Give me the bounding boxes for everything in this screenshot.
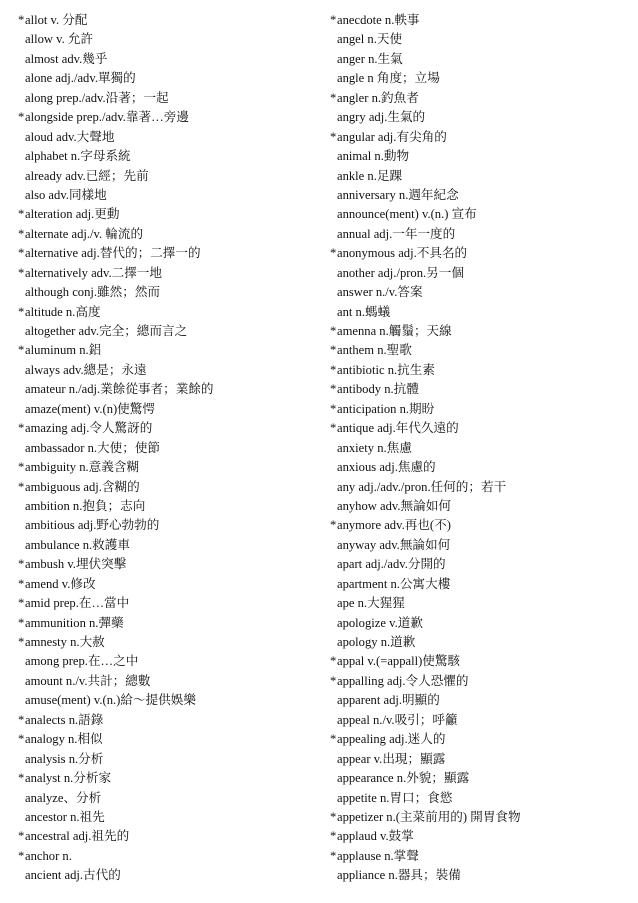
asterisk-marker: * — [330, 324, 337, 338]
vocab-entry — [18, 11, 318, 30]
vocab-entry-text: alternate adj./v. 輪流的 — [25, 226, 144, 241]
vocab-entry-text: along prep./adv.沿著；一起 — [25, 90, 169, 105]
asterisk-marker: * — [18, 460, 25, 475]
vocab-entry — [18, 439, 318, 458]
asterisk-marker: * — [330, 732, 337, 747]
vocab-entry — [330, 652, 630, 671]
vocab-entry-text: amateur n./adj.業餘從事者；業餘的 — [25, 382, 214, 397]
vocab-entry — [18, 497, 318, 516]
vocab-entry — [18, 750, 318, 769]
vocab-entry — [330, 11, 630, 30]
vocab-entry-text: analogy n.相似 — [25, 732, 103, 747]
vocab-entry — [330, 594, 630, 613]
vocab-entry — [330, 322, 630, 341]
vocab-entry — [18, 361, 318, 380]
vocab-entry — [18, 555, 318, 574]
vocab-entry-text: anxious adj.焦慮的 — [337, 460, 436, 475]
vocab-entry — [18, 866, 318, 885]
vocab-entry-text: appear v.出現；顯露 — [337, 751, 446, 766]
vocab-entry — [18, 244, 318, 263]
vocab-entry — [18, 205, 318, 224]
vocab-entry — [18, 400, 318, 419]
vocab-entry — [330, 128, 630, 147]
vocab-entry — [18, 69, 318, 88]
vocab-entry — [18, 672, 318, 691]
vocab-entry — [330, 89, 630, 108]
asterisk-marker: * — [18, 848, 25, 863]
vocab-entry — [330, 711, 630, 730]
vocab-entry — [18, 108, 318, 127]
asterisk-marker: * — [18, 110, 25, 125]
vocab-entry-text: among prep.在…之中 — [25, 654, 139, 669]
vocab-entry — [330, 205, 630, 224]
vocab-entry — [18, 89, 318, 108]
asterisk-marker: * — [330, 362, 337, 377]
vocab-entry — [330, 633, 630, 652]
vocab-entry-text: anecdote n.軼事 — [337, 13, 420, 27]
vocab-entry-text: amid prep.在…當中 — [25, 596, 130, 611]
vocab-entry — [330, 691, 630, 710]
asterisk-marker: * — [18, 576, 25, 591]
vocab-entry — [18, 808, 318, 827]
vocab-entry — [18, 341, 318, 360]
vocab-entry — [330, 69, 630, 88]
vocab-entry — [330, 769, 630, 788]
vocab-entry — [18, 827, 318, 846]
vocab-entry — [18, 50, 318, 69]
vocab-entry-text: anxiety n.焦慮 — [337, 440, 412, 455]
vocab-entry — [330, 303, 630, 322]
vocab-entry-text: alternatively adv.二擇一地 — [25, 265, 162, 280]
asterisk-marker: * — [330, 421, 337, 436]
vocab-entry — [18, 516, 318, 535]
vocab-entry — [18, 264, 318, 283]
vocab-entry-text: anchor n. — [25, 848, 72, 863]
vocab-entry-text: amend v.修改 — [25, 576, 96, 591]
vocab-entry-text: anymore adv.再也(不) — [337, 518, 451, 533]
vocab-entry-text: ancient adj.古代的 — [25, 868, 121, 883]
asterisk-marker: * — [330, 129, 337, 144]
vocab-entry — [330, 380, 630, 399]
vocab-entry-text: anthem n.聖歌 — [337, 343, 412, 358]
vocab-entry-text: amazing adj.令人驚訝的 — [25, 421, 153, 436]
asterisk-marker: * — [330, 382, 337, 397]
vocab-entry-text: amount n./v.共計；總數 — [25, 673, 151, 688]
vocab-entry-text: anyhow adv.無論如何 — [337, 498, 451, 513]
asterisk-marker: * — [330, 401, 337, 416]
vocab-entry-text: ankle n.足踝 — [337, 168, 403, 183]
vocab-entry-text: amaze(ment) v.(n)使驚愕 — [25, 401, 155, 416]
asterisk-marker: * — [18, 304, 25, 319]
vocab-entry-text: appetite n.胃口；食慾 — [337, 790, 453, 805]
vocab-entry — [18, 303, 318, 322]
vocab-entry-text: also adv.同樣地 — [25, 187, 107, 202]
asterisk-marker: * — [18, 226, 25, 241]
vocab-entry — [330, 361, 630, 380]
vocab-entry — [330, 167, 630, 186]
vocab-entry — [18, 30, 318, 49]
vocab-entry — [330, 497, 630, 516]
vocab-entry-text: appliance n.器具；裝備 — [337, 868, 461, 883]
vocab-entry-text: analects n.語錄 — [25, 712, 104, 727]
vocab-entry — [330, 147, 630, 166]
vocab-entry — [330, 225, 630, 244]
vocab-entry-text: ambition n.抱負；志向 — [25, 498, 146, 513]
vocab-entry — [330, 283, 630, 302]
asterisk-marker: * — [330, 246, 337, 261]
vocab-entry-text: animal n.動物 — [337, 149, 410, 164]
asterisk-marker: * — [18, 596, 25, 611]
vocab-entry-text: anniversary n.週年紀念 — [337, 187, 459, 202]
vocab-entry — [330, 789, 630, 808]
vocab-entry — [330, 866, 630, 885]
vocab-entry-text: alphabet n.字母系統 — [25, 149, 131, 164]
vocab-entry — [18, 652, 318, 671]
vocab-entry-text: angle n 角度；立場 — [337, 71, 440, 86]
asterisk-marker: * — [18, 712, 25, 727]
vocab-entry — [330, 536, 630, 555]
vocab-entry-text: appearance n.外貌；顯露 — [337, 771, 470, 786]
vocab-entry — [18, 147, 318, 166]
vocab-entry-text: anyway adv.無論如何 — [337, 537, 451, 552]
vocab-entry — [330, 400, 630, 419]
asterisk-marker: * — [18, 207, 25, 222]
vocab-entry-text: appetizer n.(主菜前用的) 開胃食物 — [337, 809, 521, 824]
vocab-entry — [330, 50, 630, 69]
vocab-entry-text: although conj.雖然；然而 — [25, 285, 161, 300]
asterisk-marker: * — [18, 246, 25, 261]
vocab-entry-text: appeal n./v.吸引；呼籲 — [337, 712, 458, 727]
vocab-entry-text: appalling adj.令人恐懼的 — [337, 673, 469, 688]
vocab-entry — [330, 575, 630, 594]
vocab-entry — [330, 672, 630, 691]
vocab-entry — [330, 555, 630, 574]
vocab-entry — [18, 575, 318, 594]
vocab-entry-text: antibiotic n.抗生素 — [337, 362, 435, 377]
vocab-entry-text: ape n.大猩猩 — [337, 596, 405, 611]
vocab-entry-text: amenna n.觸鬚；天線 — [337, 324, 452, 338]
vocab-entry — [18, 419, 318, 438]
vocab-entry — [330, 750, 630, 769]
vocab-entry-text: ammunition n.彈藥 — [25, 615, 124, 630]
vocab-entry-text: ambush v.埋伏突擊 — [25, 557, 127, 572]
asterisk-marker: * — [18, 635, 25, 649]
vocab-entry-text: alone adj./adv.單獨的 — [25, 71, 136, 86]
vocab-entry-text: analyze、分析 — [25, 790, 102, 805]
asterisk-marker: * — [18, 732, 25, 747]
vocab-entry-text: angular adj.有尖角的 — [337, 129, 447, 144]
vocab-entry — [330, 730, 630, 749]
vocab-entry — [330, 108, 630, 127]
vocab-entry-text: ambassador n.大使；使節 — [25, 440, 161, 455]
vocab-entry-text: ancestral adj.祖先的 — [25, 829, 130, 844]
vocab-entry-text: aluminum n.鋁 — [25, 343, 102, 358]
vocab-entry-text: alternative adj.替代的；二擇一的 — [25, 246, 201, 261]
asterisk-marker: * — [18, 829, 25, 844]
vocab-entry — [18, 847, 318, 866]
asterisk-marker: * — [18, 265, 25, 280]
vocab-entry — [330, 264, 630, 283]
vocab-entry-text: allot v. 分配 — [25, 13, 88, 27]
vocab-entry-text: ambiguity n.意義含糊 — [25, 460, 140, 475]
vocab-entry-text: almost adv.幾乎 — [25, 51, 108, 66]
vocab-entry-text: angry adj.生氣的 — [337, 110, 426, 125]
vocab-entry — [18, 789, 318, 808]
vocab-entry-text: amnesty n.大赦 — [25, 635, 105, 649]
asterisk-marker: * — [330, 343, 337, 358]
vocab-entry — [18, 380, 318, 399]
vocab-entry — [330, 30, 630, 49]
vocab-entry-text: antique adj.年代久遠的 — [337, 421, 459, 436]
vocab-entry — [18, 167, 318, 186]
vocab-entry-text: alongside prep./adv.靠著…旁邊 — [25, 110, 189, 125]
asterisk-marker: * — [330, 673, 337, 688]
vocab-entry-text: appealing adj.迷人的 — [337, 732, 446, 747]
vocab-entry — [330, 847, 630, 866]
vocab-entry — [18, 186, 318, 205]
vocab-entry-text: amuse(ment) v.(n.)給～提供娛樂 — [25, 693, 196, 708]
vocab-entry-text: angel n.天使 — [337, 32, 403, 47]
vocab-entry — [18, 283, 318, 302]
vocab-entry — [18, 478, 318, 497]
word-list-column-left — [18, 11, 318, 886]
vocab-entry-text: ambulance n.救護車 — [25, 537, 130, 552]
vocab-entry-text: apologize v.道歉 — [337, 615, 423, 630]
vocab-entry — [330, 478, 630, 497]
vocab-entry-text: appal v.(=appall)使驚駭 — [337, 654, 461, 669]
vocab-entry-text: annual adj.一年一度的 — [337, 226, 456, 241]
vocab-entry-text: applaud v.鼓掌 — [337, 829, 414, 844]
asterisk-marker: * — [18, 771, 25, 786]
vocab-entry-text: announce(ment) v.(n.) 宣布 — [337, 207, 477, 222]
vocab-entry-text: ambiguous adj.含糊的 — [25, 479, 140, 494]
vocab-entry-text: applause n.掌聲 — [337, 848, 419, 863]
vocab-entry — [330, 516, 630, 535]
vocab-entry — [18, 633, 318, 652]
vocab-entry-text: anonymous adj.不具名的 — [337, 246, 468, 261]
vocab-entry-text: altogether adv.完全；總而言之 — [25, 324, 188, 338]
vocab-entry — [18, 614, 318, 633]
vocab-entry — [18, 225, 318, 244]
vocab-entry-text: anticipation n.期盼 — [337, 401, 435, 416]
vocab-entry-text: ancestor n.祖先 — [25, 809, 105, 824]
vocab-entry-text: anger n.生氣 — [337, 51, 403, 66]
vocab-entry-text: always adv.總是；永遠 — [25, 362, 147, 377]
vocab-entry-text: ant n.螞蟻 — [337, 304, 391, 319]
vocab-entry-text: analyst n.分析家 — [25, 771, 112, 786]
asterisk-marker: * — [330, 809, 337, 824]
vocab-entry-text: answer n./v.答案 — [337, 285, 423, 300]
vocab-entry-text: antibody n.抗體 — [337, 382, 419, 397]
vocab-entry — [330, 808, 630, 827]
vocab-entry — [330, 341, 630, 360]
asterisk-marker: * — [330, 518, 337, 533]
word-list-column-right — [330, 11, 630, 886]
vocab-entry-text: angler n.釣魚者 — [337, 90, 419, 105]
vocab-entry-text: apartment n.公寓大樓 — [337, 576, 451, 591]
asterisk-marker: * — [18, 615, 25, 630]
vocab-entry — [330, 419, 630, 438]
vocab-entry — [18, 730, 318, 749]
vocab-entry — [18, 128, 318, 147]
vocab-entry-text: ambitious adj.野心勃勃的 — [25, 518, 160, 533]
vocab-entry — [18, 536, 318, 555]
vocab-entry-text: another adj./pron.另一個 — [337, 265, 464, 280]
asterisk-marker: * — [18, 479, 25, 494]
vocab-entry-text: altitude n.高度 — [25, 304, 101, 319]
vocab-entry-text: apology n.道歉 — [337, 635, 416, 649]
vocab-entry-text: alteration adj.更動 — [25, 207, 120, 222]
vocab-entry-text: already adv.已經；先前 — [25, 168, 149, 183]
vocab-entry — [330, 244, 630, 263]
vocab-entry — [330, 439, 630, 458]
vocab-entry — [18, 711, 318, 730]
vocab-entry-text: apart adj./adv.分開的 — [337, 557, 446, 572]
vocab-entry — [18, 458, 318, 477]
vocab-entry — [18, 594, 318, 613]
asterisk-marker: * — [330, 848, 337, 863]
asterisk-marker: * — [330, 654, 337, 669]
asterisk-marker: * — [330, 90, 337, 105]
vocab-entry-text: analysis n.分析 — [25, 751, 104, 766]
vocab-entry — [330, 186, 630, 205]
vocab-entry-text: apparent adj.明顯的 — [337, 693, 440, 708]
asterisk-marker: * — [18, 557, 25, 572]
vocab-entry — [330, 614, 630, 633]
vocab-entry — [18, 691, 318, 710]
vocab-entry-text: any adj./adv./pron.任何的；若干 — [337, 479, 507, 494]
asterisk-marker: * — [18, 13, 25, 27]
vocab-entry — [18, 322, 318, 341]
asterisk-marker: * — [330, 13, 337, 27]
vocab-entry — [18, 769, 318, 788]
asterisk-marker: * — [18, 421, 25, 436]
vocab-entry-text: allow v. 允許 — [25, 32, 94, 47]
asterisk-marker: * — [18, 343, 25, 358]
vocab-entry — [330, 458, 630, 477]
asterisk-marker: * — [330, 829, 337, 844]
vocab-entry-text: aloud adv.大聲地 — [25, 129, 115, 144]
vocab-entry — [330, 827, 630, 846]
